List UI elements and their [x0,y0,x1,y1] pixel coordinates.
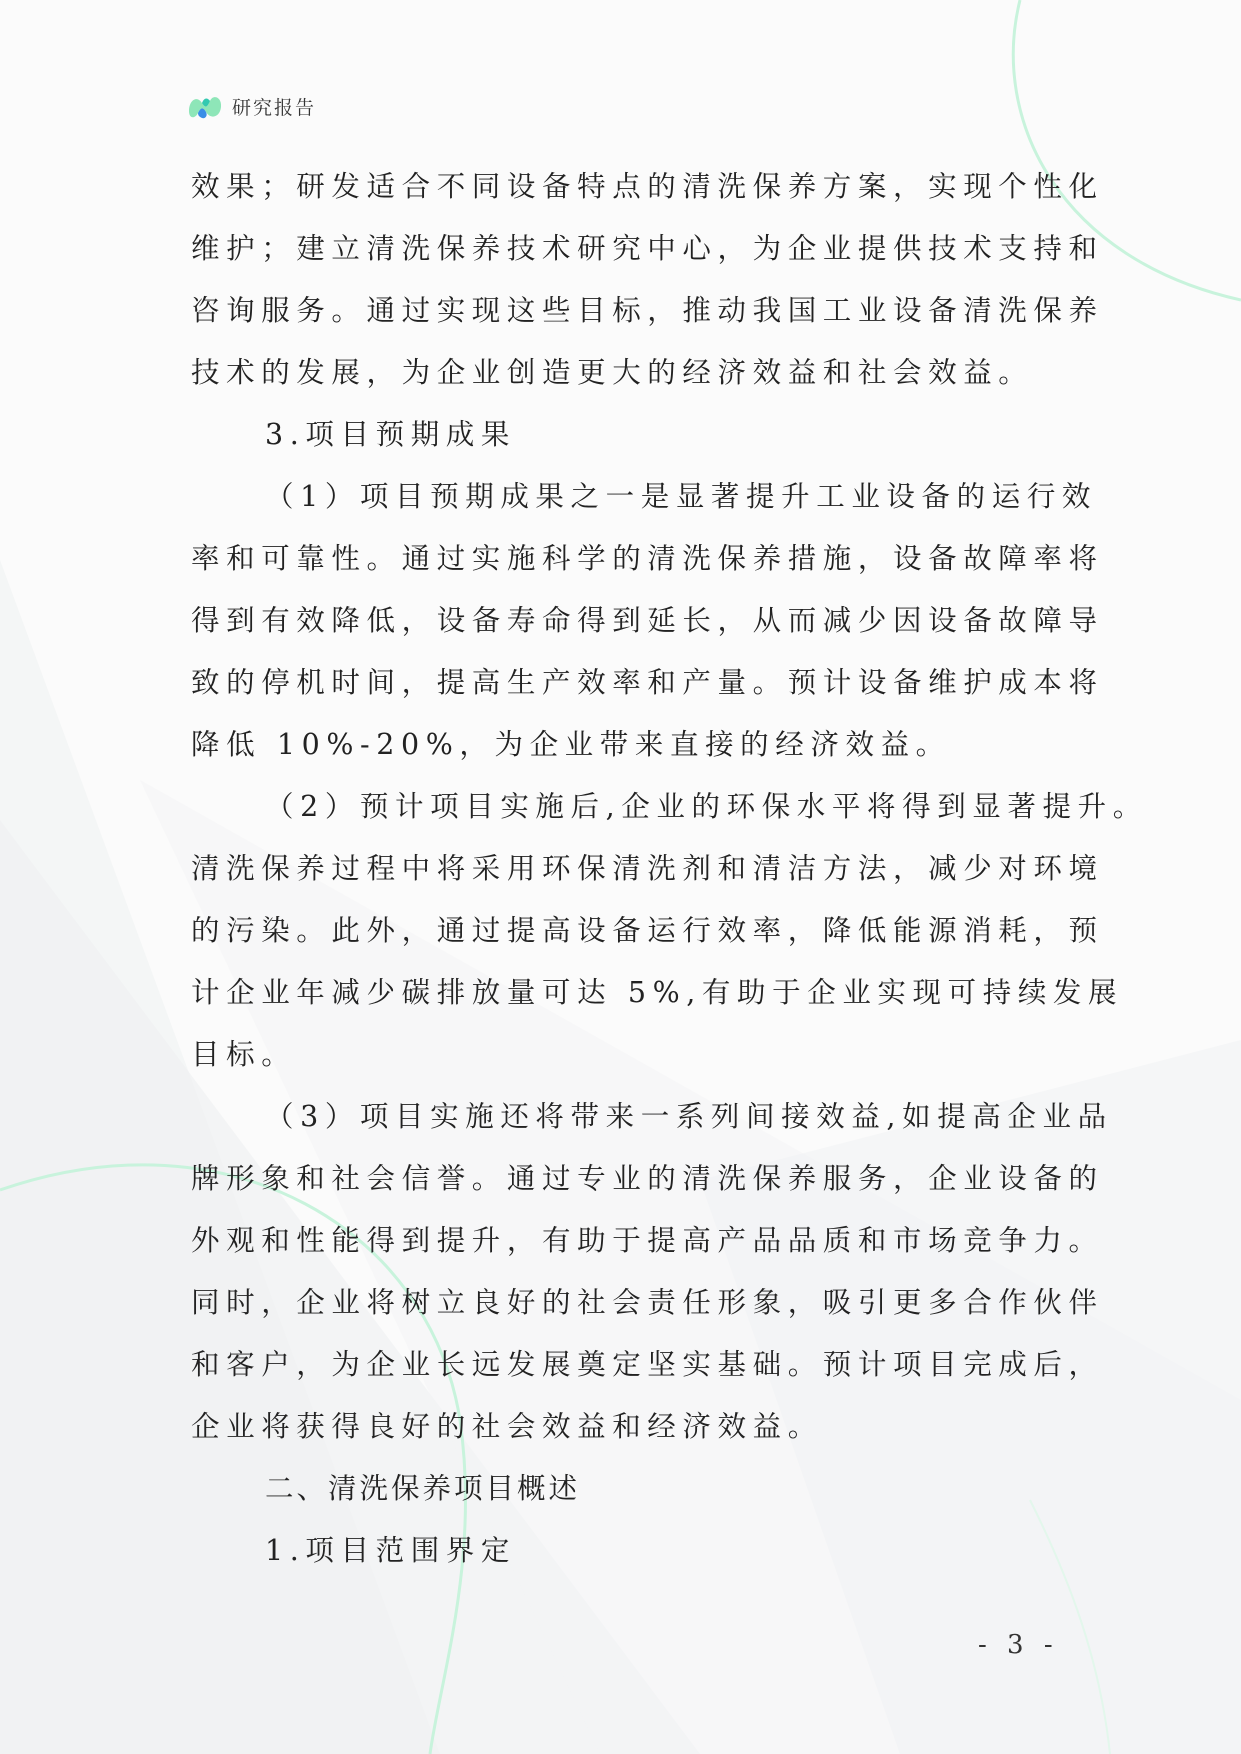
section-subheading: 3.项目预期成果 [265,418,516,451]
body-text-line: 的污染。此外，通过提高设备运行效率，降低能源消耗，预 [191,914,1104,947]
body-text-line: （2）预计项目实施后,企业的环保水平将得到显著提升。 [265,790,1148,823]
report-header [186,88,316,124]
body-text-line: 目标。 [191,1038,297,1071]
body-text-line: 维护；建立清洗保养技术研究中心，为企业提供技术支持和 [191,232,1104,265]
body-text-line: 计企业年减少碳排放量可达 5%,有助于企业实现可持续发展 [191,976,1124,1009]
body-text-line: 率和可靠性。通过实施科学的清洗保养措施，设备故障率将 [191,542,1104,575]
body-text-line: （1）项目预期成果之一是显著提升工业设备的运行效 [265,480,1098,513]
header-title: 研究报告 [232,96,317,119]
body-text-line: （3）项目实施还将带来一系列间接效益,如提高企业品 [265,1100,1113,1133]
body-text-line: 技术的发展，为企业创造更大的经济效益和社会效益。 [191,356,1034,389]
chapter-heading: 二、清洗保养项目概述 [265,1472,581,1505]
body-text-line: 降低 10%-20%，为企业带来直接的经济效益。 [191,728,951,761]
body-text-line: 牌形象和社会信誉。通过专业的清洗保养服务，企业设备的 [191,1162,1104,1195]
brand-logo-icon [186,91,224,121]
body-text-line: 外观和性能得到提升，有助于提高产品品质和市场竞争力。 [191,1224,1104,1257]
body-text-line: 清洗保养过程中将采用环保清洗剂和清洁方法，减少对环境 [191,852,1104,885]
body-text-line: 企业将获得良好的社会效益和经济效益。 [191,1410,823,1443]
body-text-line: 效果；研发适合不同设备特点的清洗保养方案，实现个性化 [191,170,1104,203]
body-text-line: 和客户，为企业长远发展奠定坚实基础。预计项目完成后， [191,1348,1104,1381]
body-text-line: 同时，企业将树立良好的社会责任形象，吸引更多合作伙伴 [191,1286,1104,1319]
page-number: - 3 - [978,1630,1059,1660]
body-text-line: 致的停机时间，提高生产效率和产量。预计设备维护成本将 [191,666,1104,699]
body-text-line: 得到有效降低，设备寿命得到延长，从而减少因设备故障导 [191,604,1104,637]
body-text-line: 咨询服务。通过实现这些目标，推动我国工业设备清洗保养 [191,294,1104,327]
section-subheading: 1.项目范围界定 [265,1534,516,1567]
document-body [191,156,1148,1582]
